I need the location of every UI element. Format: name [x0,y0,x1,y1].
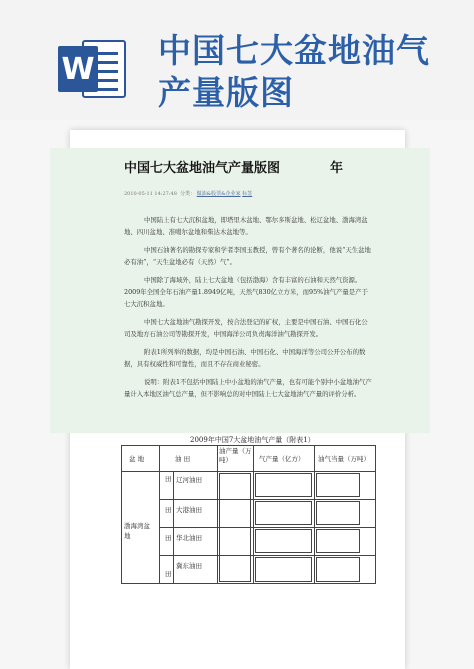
paragraph-6: 说明：附表1不包括中国陆上中小盆地的油气产量，也有可能个别中小盆地油气产量计入本地区油气总产量，但不影响总的对中国陆上七大盆地油气产量的评价分析。 [124,378,372,398]
equiv-cell [316,501,360,525]
field-marker: 田 [165,506,172,514]
post-meta [124,190,252,197]
field-marker: 田 [165,475,172,483]
header-field: 油 田 [175,455,191,463]
equiv-cell [316,529,360,553]
col-divider [159,445,160,584]
header-basin: 盆 地 [129,455,145,463]
production-table [121,445,376,584]
equiv-cell [316,473,360,497]
col-divider [314,445,315,584]
basin-name: 渤海湾盆地 [124,522,150,540]
header-oil: 油产量（万吨） [219,447,252,464]
category-label: 分类： [180,191,196,197]
document-title [124,157,343,176]
col-divider [217,445,218,584]
field-marker: 田 [165,534,172,542]
equiv-cell [316,557,360,582]
banner-title: 中国七大盆地油气产量版图 [158,31,430,112]
table-caption: 2009年中国7大盆地油气产量（附表1） [190,436,315,444]
field-name: 冀东油田 [176,562,202,570]
paragraph-3: 中国除了海域外，陆上七大盆地（包括渤海）含有丰富的石油和天然气资源。2009年全国全年石油产量1.8949亿吨，天然气830亿立方米，而95%油气产量是产于七大沉积盆地。 [124,276,368,308]
oil-cell [219,473,251,582]
field-name: 大港油田 [176,506,202,514]
gas-cell [255,501,312,525]
category-link[interactable]: 做油&股票&企业家 [196,191,241,197]
word-icon [58,40,128,98]
header-gas: 气产量（亿方） [259,455,305,463]
gas-cell [255,473,312,497]
word-letter: W [58,46,98,92]
col-divider [253,445,254,584]
row-divider [159,499,376,500]
document-banner [0,0,474,120]
row-divider [159,527,376,528]
header-equiv: 油气当量（万吨） [318,455,370,463]
field-name: 华北油田 [176,534,202,542]
document-title-suffix: 年 [330,161,344,176]
tag-link[interactable]: 标签 [242,191,253,197]
paragraph-2: 中国石油著名的勘探专家和学者李国玉教授，曾有个著名的论断，他说“天生盆地必有油”，“天生盆地必有（天然）气”。 [124,246,371,266]
post-date: 2010-05-11 14:27:48 [124,191,177,197]
field-name: 辽河油田 [176,476,202,484]
paragraph-4: 中国七大盆地油气勘探开发，按合法登记的矿权，主要是中国石油、中国石化公司及地方石油公司等勘探开发，中国海洋公司负责海洋油气勘探开发。 [124,318,368,338]
document-title-text: 中国七大盆地油气产量版图 [124,161,281,176]
gas-cell [255,557,312,582]
row-divider [159,555,376,556]
gas-cell [255,529,312,553]
paragraph-1: 中国陆上有七大沉积盆地，即塔里木盆地、鄂尔多斯盆地、松辽盆地、渤海湾盆地、四川盆地、准噶尔盆地和柴达木盆地等。 [124,216,368,236]
field-marker: 田 [165,570,172,578]
paragraph-5: 附表1所列举的数据，均是中国石油、中国石化、中国海洋等公司公开公布的数据，具有权威性和可靠性，而且不存在商业秘密。 [124,348,366,368]
